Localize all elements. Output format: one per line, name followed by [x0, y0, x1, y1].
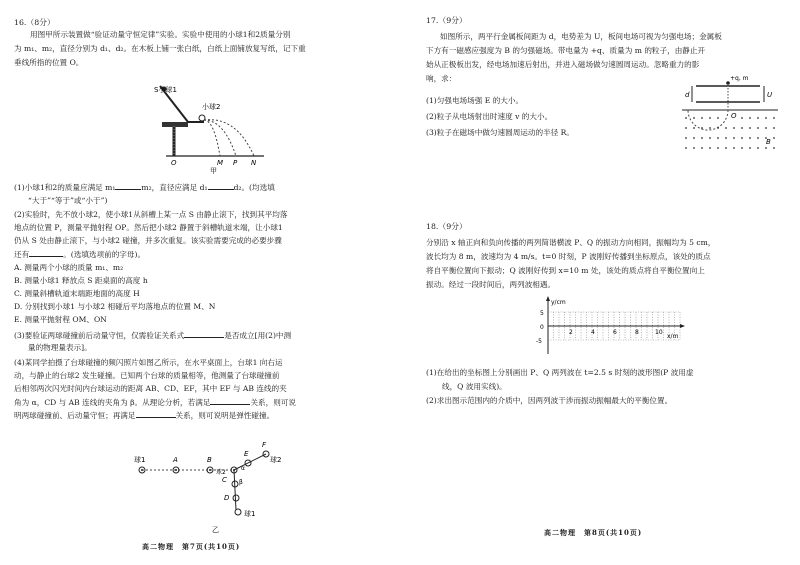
field-dot [773, 137, 775, 139]
q16-part3-b: 是否成立[用(2)中测 [224, 331, 292, 340]
fig2-label-c: C [222, 476, 227, 484]
fig1-label-p: P [233, 159, 238, 167]
q16-part4-d: 关系，则可说明是弹性碰撞。 [175, 411, 275, 420]
field-dot [701, 147, 703, 149]
field-dot [693, 147, 695, 149]
q17-line-4: 响，求： [426, 74, 457, 83]
q16-part4-line-5 [14, 410, 274, 421]
field-dot [685, 137, 687, 139]
fig2-label-beta: β [239, 479, 243, 486]
q16-part1-line-1 [14, 182, 275, 193]
field-dot [765, 147, 767, 149]
option-c: C. 测量斜槽轨道末端距地面的高度 H [14, 289, 140, 298]
q16-part2-line-2: 地点的位置 P，测量平抛射程 OP。然后把小球2 静置于斜槽轨道末端，让小球1 [14, 223, 283, 232]
field-dot [765, 117, 767, 119]
field-dot [749, 127, 751, 129]
ball1-pos-a-center [175, 469, 177, 471]
field-dot [701, 117, 703, 119]
field-dot [773, 127, 775, 129]
field-dot [717, 127, 719, 129]
figure-jia [140, 78, 280, 174]
fig2-label-d: D [224, 494, 230, 502]
xtick-8: 8 [635, 329, 639, 336]
answer-blank-5[interactable] [210, 397, 250, 405]
field-dot [717, 147, 719, 149]
xtick-6: 6 [613, 329, 617, 336]
fig1-ball2-label: 小球2 [202, 103, 221, 111]
field-dot [693, 137, 695, 139]
q17-part-3: (3)粒子在磁场中做匀速圆周运动的半径 R。 [426, 128, 574, 137]
field-dot [741, 137, 743, 139]
q18-line-4: 振动。经过一段时间后，两列波相遇。 [426, 280, 556, 289]
figure-yi [120, 440, 310, 536]
field-dot [773, 117, 775, 119]
table-top [162, 122, 188, 127]
q16-part3-line-1 [14, 330, 291, 341]
q16-header: 16.（8分） [14, 18, 55, 27]
field-dot [773, 147, 775, 149]
field-dot [693, 127, 695, 129]
option-a: A. 测量两个小球的质量 m₁、m₂ [14, 263, 124, 272]
q16-part3-line-2: 量的物理量表示]。 [28, 343, 92, 352]
x-axis-arrow [680, 324, 685, 328]
fig2-ball1-tag: 球1 [244, 510, 256, 518]
q16-part2-suffix: 。(选填选项前的字母)。 [63, 250, 146, 259]
q17-line-2: 下方有一磁感应强度为 B 的匀强磁场。带电量为 +q、质量为 m 的粒子，由静止开 [426, 46, 706, 55]
fig2-ball1-label: 球1 [134, 456, 146, 464]
field-dot [757, 137, 759, 139]
xtick-4: 4 [591, 329, 595, 336]
q18-part-1-line-1: (1)在给出的坐标图上分别画出 P、Q 两列波在 t=2.5 s 时刻的波形图(P 波用虚 [426, 368, 694, 377]
q16-part4-b: 关系，则可说 [250, 398, 296, 407]
q17-fig-d: d [685, 91, 690, 99]
ball1-pos-end [235, 509, 241, 515]
q16-intro-line-1: 用图甲所示装置做“验证动量守恒定律”实验。实验中使用的小球1和2质量分别 [30, 30, 291, 39]
q17-line-3: 始从正极板出发，经电场加速后射出，并进入磁场做匀速圆周运动。忽略重力的影 [426, 60, 700, 69]
q16-part2-line-1: (2)实验时，先不放小球2，使小球1从斜槽上某一点 S 由静止滚下，找到其平均落 [14, 210, 288, 219]
fig2-label-b: B [207, 456, 212, 464]
q17-fig-charge: +q, m [730, 75, 749, 82]
trajectory-p [204, 120, 236, 156]
q16-intro-line-3: 垂线所指的位置 O。 [14, 58, 84, 67]
field-dot [757, 127, 759, 129]
ytick-5: 5 [540, 310, 544, 317]
field-dot [717, 137, 719, 139]
q16-part1-c: d₂。(均选填 [233, 183, 275, 192]
field-dot [709, 147, 711, 149]
option-e: E. 测量平抛射程 OM、ON [14, 315, 107, 324]
answer-blank-3[interactable] [29, 249, 63, 257]
ef-line [234, 454, 266, 470]
magnetic-field-dots [685, 117, 775, 149]
q16-part3-a: (3)要验证两球碰撞前后动量守恒，仅需验证关系式 [14, 331, 185, 340]
field-dot [701, 127, 703, 129]
fig2-label-a: A [173, 456, 178, 464]
y-axis-arrow [546, 296, 550, 301]
q16-part1-line-2: “大于”“等于”或“小于”) [28, 196, 108, 205]
field-dot [717, 117, 719, 119]
q16-part4-line-1: (4)某同学拍摄了台球碰撞的频闪照片如图乙所示，在水平桌面上，台球1 向右运 [14, 358, 283, 367]
q16-part4-a: 角为 α，CD 与 AB 连线的夹角为 β。从理论分析，若满足 [14, 398, 211, 407]
fig2-label-f: F [262, 441, 267, 449]
fig2-ball2-label: 球2 [216, 469, 226, 476]
field-dot [749, 117, 751, 119]
fig1-label-m: M [217, 159, 224, 167]
xtick-10: 10 [655, 329, 663, 336]
ball1-pos-b-center [209, 469, 211, 471]
q18-part-1-line-2: 线，Q 波用实线)。 [442, 382, 507, 391]
fig2-label-e: E [244, 450, 249, 458]
fig2-caption: 乙 [212, 526, 219, 534]
q18-header: 18.（9分） [426, 222, 467, 231]
field-dot [693, 117, 695, 119]
field-dot [685, 117, 687, 119]
page-7-footer: 高二物理 第7页(共10页) [142, 542, 241, 551]
q16-intro-line-2: 为 m₁、m₂，直径分别为 d₁、d₂。在木板上铺一张白纸，白纸上面铺放复写纸，记下重 [14, 44, 306, 53]
field-dot [733, 137, 735, 139]
xtick-2: 2 [569, 329, 573, 336]
q16-part1-b: m₂，直径应满足 d₁ [141, 183, 208, 192]
field-dot [701, 137, 703, 139]
q17-part-1: (1)匀强电场场强 E 的大小。 [426, 96, 524, 105]
ball1-pos-1-center [141, 469, 143, 471]
q16-part1-a: (1)小球1和2的质量应满足 m₁ [14, 183, 116, 192]
page-8-footer: 高二物理 第8页(共10页) [544, 528, 643, 537]
answer-blank-2[interactable] [208, 182, 234, 190]
q17-fig-o: O [731, 112, 737, 120]
option-d: D. 分别找到小球1 与小球2 相碰后平均落地点的位置 M、N [14, 302, 216, 311]
q17-header: 17.（9分） [426, 16, 467, 25]
answer-blank-6[interactable] [136, 410, 176, 418]
q16-part2-line-4 [14, 249, 145, 260]
q16-part4-c: 明两球碰撞前、后动量守恒；再满足 [14, 411, 136, 420]
circular-path [688, 110, 728, 130]
field-dot [685, 127, 687, 129]
field-dot [725, 127, 727, 129]
q18-line-2: 波长均为 8 m，波速均为 4 m/s。t=0 时刻，P 波刚好传播到坐标原点，该处的质点 [426, 252, 711, 261]
q17-part-2: (2)粒子从电场射出时速度 v 的大小。 [426, 112, 553, 121]
fig1-caption: 甲 [210, 167, 217, 174]
wave-graph[interactable] [530, 296, 690, 360]
field-dot [725, 137, 727, 139]
q17-fig-b: B [766, 138, 771, 146]
trajectory-m [204, 120, 220, 156]
cd-line [234, 470, 236, 510]
field-dot [725, 147, 727, 149]
field-dot [757, 117, 759, 119]
fig2-ball2-tag: 球2 [270, 456, 282, 464]
field-dot [733, 127, 735, 129]
q17-line-1: 如图所示，两平行金属板间距为 d，电势差为 U，板间电场可视为匀强电场；金属板 [440, 32, 722, 41]
graph-ylabel: y/cm [551, 299, 566, 306]
answer-blank-1[interactable] [115, 182, 141, 190]
field-dot [685, 147, 687, 149]
field-dot [709, 127, 711, 129]
answer-blank-4[interactable] [184, 330, 224, 338]
field-dot [733, 147, 735, 149]
q18-part-2: (2)求出图示范围内的介质中，因两列波干涉而振动振幅最大的平衡位置。 [426, 396, 673, 405]
q17-figure [682, 72, 780, 158]
field-dot [741, 127, 743, 129]
q18-line-3: 将自平衡位置向下振动；Q 波刚好传到 x=10 m 处，该处的质点将自平衡位置向上 [426, 266, 705, 275]
graph-xlabel: x/m [667, 333, 679, 340]
field-dot [741, 147, 743, 149]
fig1-ball1-label: S小球1 [154, 86, 177, 94]
q16-part4-line-4 [14, 397, 296, 408]
q18-line-1: 分别沿 x 轴正向和负向传播的两列简谐横波 P、Q 的振动方向相同，振幅均为 5 cm， [426, 238, 716, 247]
fig2-label-alpha: α [241, 465, 245, 472]
page-8 [400, 0, 800, 565]
q16-part4-line-2: 动，与静止的台球2 发生碰撞。已知两个台球的质量相等，他测量了台球碰撞前 [14, 371, 280, 380]
q16-part2-line-3: 仍从 S 处由静止滚下，与小球2 碰撞，并多次重复。该实验需要完成的必要步骤 [14, 236, 282, 245]
q16-part2-prefix: 还有 [14, 250, 30, 259]
fig1-label-n: N [251, 159, 257, 167]
option-b: B. 测量小球1 释放点 S 距桌面的高度 h [14, 276, 148, 285]
field-dot [709, 117, 711, 119]
field-dot [709, 137, 711, 139]
field-dot [757, 147, 759, 149]
field-dot [749, 147, 751, 149]
q16-part4-line-3: 后相邻两次闪光时间内台球运动的距离 AB、CD、EF，其中 EF 与 AB 连线的夹 [14, 384, 287, 393]
ytick-0: 0 [540, 324, 544, 331]
field-dot [741, 117, 743, 119]
ytick-neg5: -5 [536, 338, 542, 345]
field-dot [765, 127, 767, 129]
q17-fig-u: U [767, 91, 773, 99]
fig1-label-o: O [171, 159, 177, 167]
field-dot [749, 137, 751, 139]
